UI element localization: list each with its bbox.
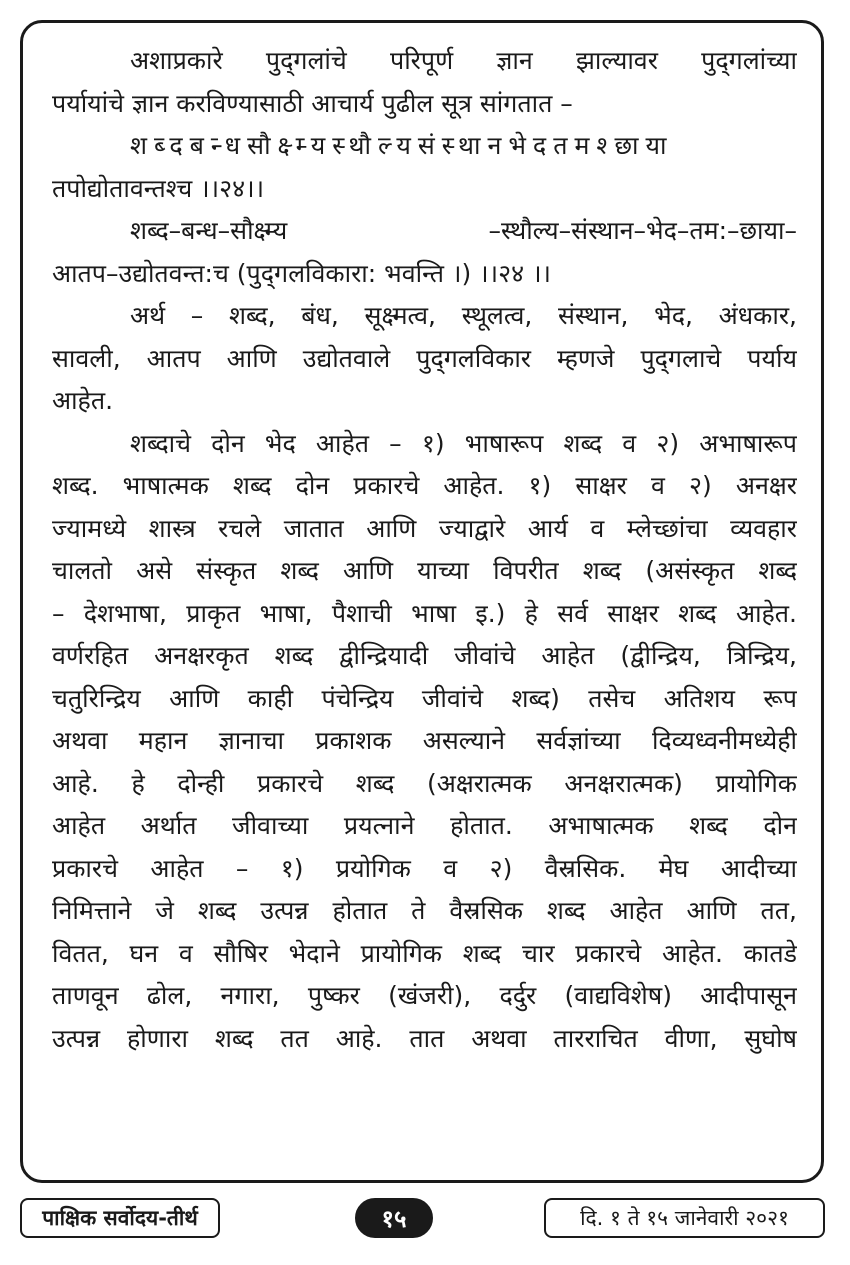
text-line: अशाप्रकारे पुद्‌गलांचे परिपूर्ण ज्ञान झाल्यावर पुद्‌गलांच्या xyxy=(130,46,797,75)
text-line: सावली, आतप आणि उद्योतवाले पुद्‌गलविकार म्हणजे पुद्‌गलाचे पर्याय xyxy=(52,343,797,373)
text-line: प्रकारचे आहेत – १) प्रयोगिक व २) वैस्रसिक. मेघ आदीच्या xyxy=(52,853,797,883)
text-line: शब्द. भाषात्मक शब्द दोन प्रकारचे आहेत. १) साक्षर व २) अनक्षर xyxy=(52,471,797,500)
text-line: ज्यामध्ये शास्त्र रचले जातात आणि ज्याद्वारे आर्य व म्लेच्छांचा व्यवहार xyxy=(52,513,797,543)
text-line: वर्णरहित अनक्षरकृत शब्द द्वीन्द्रियादी जीवांचे आहेत (द्वीन्द्रिय, त्रिन्द्रिय, xyxy=(52,641,797,670)
text-line: शब्द–बन्ध–सौक्ष्म्य –स्थौल्य–संस्थान–भेद–तम:–छाया– xyxy=(130,216,797,245)
text-line: आहे. हे दोन्ही प्रकारचे शब्द (अक्षरात्मक अनक्षरात्मक) प्रायोगिक xyxy=(52,768,797,798)
text-line: उत्पन्न होणारा शब्द तत आहे. तात अथवा तारराचित वीणा, सुघोष xyxy=(52,1023,797,1053)
text-line: वितत, घन व सौषिर भेदाने प्रायोगिक शब्द चार प्रकारचे आहेत. कातडे xyxy=(52,938,797,968)
publication-name: पाक्षिक सर्वोदय-तीर्थ xyxy=(20,1198,220,1238)
text-line: – देशभाषा, प्राकृत भाषा, पैशाची भाषा इ.) हे सर्व साक्षर शब्द आहेत. xyxy=(52,598,797,628)
text-line: चालतो असे संस्कृत शब्द आणि याच्या विपरीत शब्द (असंस्कृत शब्द xyxy=(52,556,797,585)
text-line: आहेत अर्थात जीवाच्या प्रयत्नाने होतात. अभाषात्मक शब्द दोन xyxy=(52,811,797,840)
text-line: चतुरिन्द्रिय आणि काही पंचेन्द्रिय जीवांचे शब्द) तसेच अतिशय रूप xyxy=(52,683,797,713)
text-line: अथवा महान ज्ञानाचा प्रकाशक असल्याने सर्वज्ञांच्या दिव्यध्वनीमध्येही xyxy=(52,726,797,755)
text-line: निमित्ताने जे शब्द उत्पन्न होतात ते वैस्रसिक शब्द आहेत आणि तत, xyxy=(52,896,797,925)
sutra-line: तपोद्योतावन्तश्च ।।२४।। xyxy=(52,173,265,203)
issue-date: दि. १ ते १५ जानेवारी २०२१ xyxy=(544,1198,825,1238)
text-line: पर्यायांचे ज्ञान करविण्यासाठी आचार्य पुढील सूत्र सांगतात – xyxy=(52,88,573,118)
text-line: आहेत. xyxy=(52,386,114,415)
page-body xyxy=(52,40,797,1060)
text-line: ताणवून ढोल, नगारा, पुष्कर (खंजरी), दर्दुर (वाद्यविशेष) आदीपासून xyxy=(52,981,797,1010)
page-number: १५ xyxy=(355,1198,433,1238)
text-line: अर्थ – शब्द, बंध, सूक्ष्मत्व, स्थूलत्व, संस्थान, भेद, अंधकार, xyxy=(130,301,797,330)
sutra-line: शब्दबन्धसौक्ष्म्यस्थौल्यसंस्थानभेदतमश्छाया xyxy=(130,131,674,160)
text-line: आतप–उद्योतवन्त:च (पुद्‌गलविकारा: भवन्ति ।) ।।२४ ।। xyxy=(52,258,552,288)
text-line: शब्दाचे दोन भेद आहेत – १) भाषारूप शब्द व २) अभाषारूप xyxy=(130,428,797,458)
